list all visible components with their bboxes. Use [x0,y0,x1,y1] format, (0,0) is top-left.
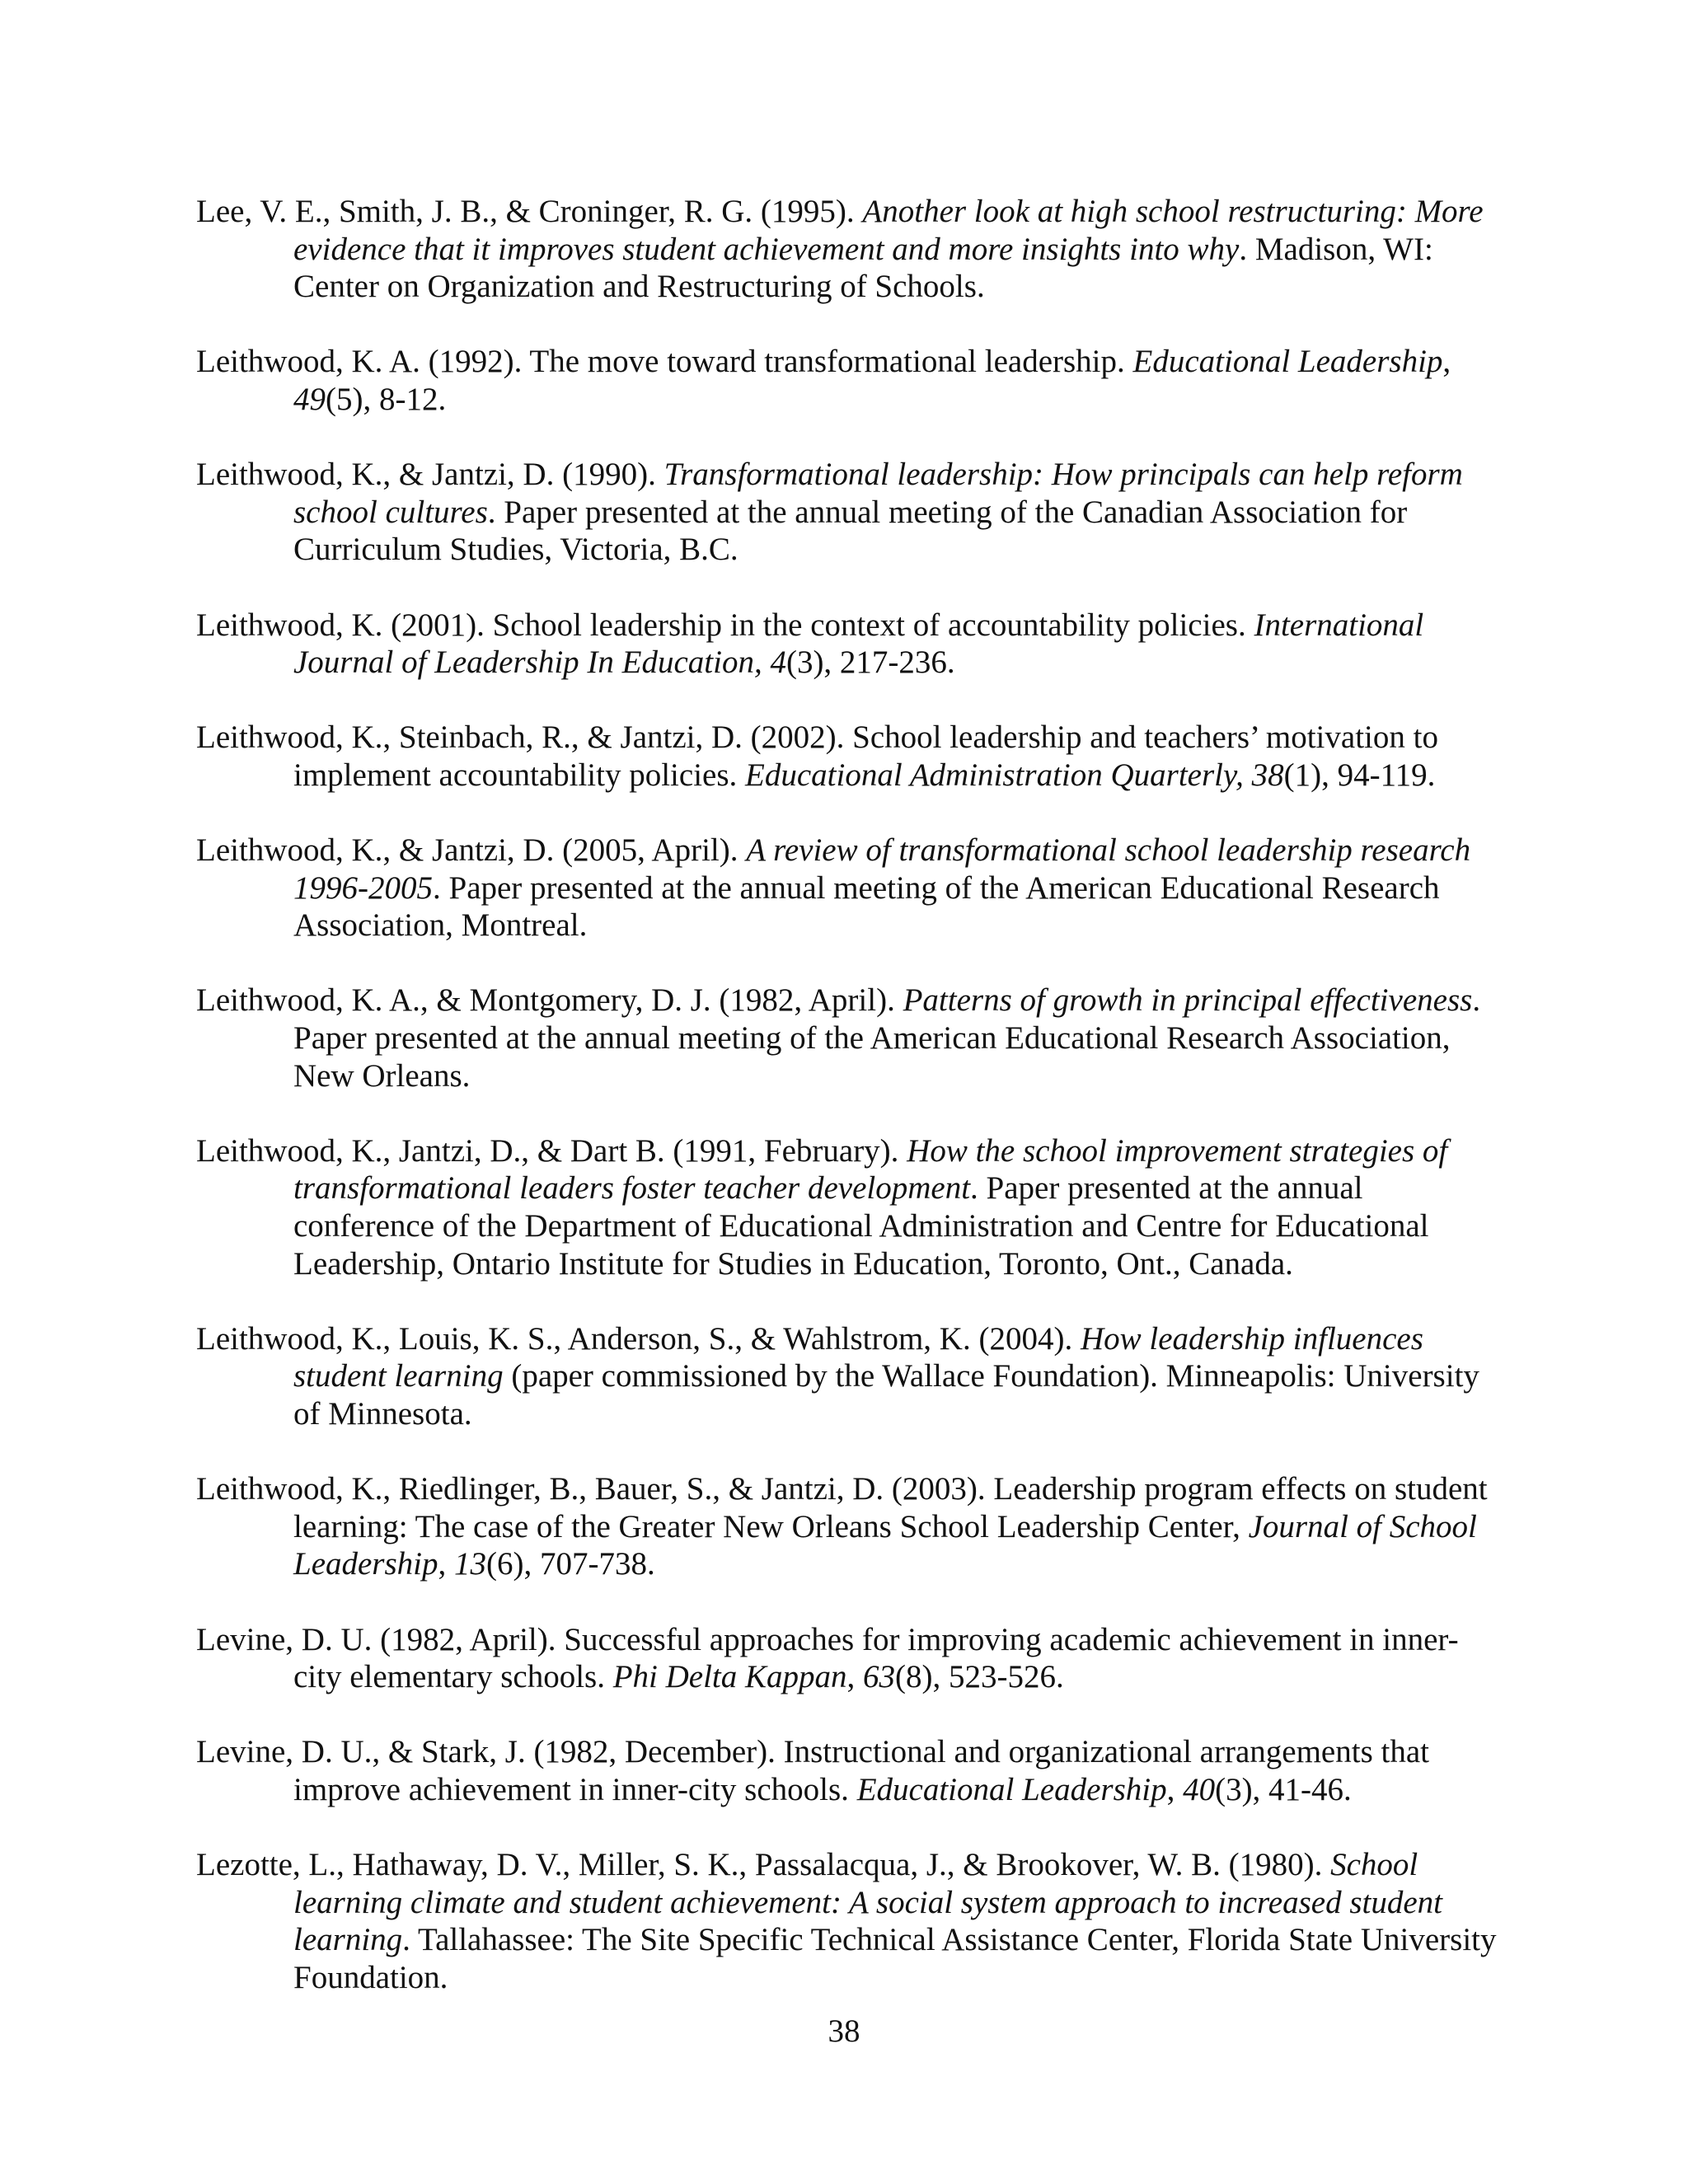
reference-text: Leithwood, K. (2001). School leadership in the context of accountability policies. [196,607,1254,643]
reference-text: . Tallahassee: The Site Specific Technical Assistance Center, Florida State University Foundation. [293,1922,1497,1995]
reference-text: . Paper presented at the annual meeting of the Canadian Association for Curriculum Studies, Victoria, B.C. [293,494,1408,568]
reference-entry [196,1470,1507,1583]
reference-italic-text: How the school improvement strategies of transformational leaders foster teacher development [293,1132,1448,1207]
reference-text: . Madison, WI: Center on Organization and Restructuring of Schools. [293,231,1433,305]
reference-entry [196,607,1507,682]
reference-text: Leithwood, K. A., & Montgomery, D. J. (1982, April). [196,982,903,1019]
reference-italic-text: School learning climate and student achievement: A social system approach to increased student learning [293,1847,1442,1958]
reference-text: Leithwood, K., & Jantzi, D. (2005, April). [196,832,747,869]
reference-entry [196,1733,1507,1808]
reference-italic-text: How leadership influences student learning [293,1320,1423,1394]
reference-text: (5), 8-12. [326,381,447,417]
reference-entry [196,1846,1507,1996]
reference-italic-text: 63 [863,1659,896,1695]
reference-italic-text: Phi Delta Kappan [612,1659,847,1695]
reference-text: . Paper presented at the annual conference of the Department of Educational Administration and Centre for Educational Leadership, Ontario Institute for Studies in Education, Toronto, Ont., Canada. [293,1170,1429,1282]
reference-italic-text: Journal of School Leadership [293,1508,1477,1582]
reference-text: . Paper presented at the annual meeting of the American Educational Research Association, New Orleans. [293,982,1481,1094]
reference-italic-text: Educational Leadership [856,1771,1167,1807]
reference-text: Leithwood, K., & Jantzi, D. (1990). [196,457,664,493]
reference-list [196,193,1507,2034]
reference-italic-text: Educational Administration Quarterly, 38 [745,757,1284,793]
reference-text: (1), 94-119. [1283,757,1436,793]
reference-text: , [1166,1771,1184,1807]
reference-text: Levine, D. U., & Stark, J. (1982, December). Instructional and organizational arrangements that improve achievement in inner-city schools. [196,1734,1429,1807]
reference-text: Leithwood, K., Steinbach, R., & Jantzi, D. (2002). School leadership and teachers’ motivation to implement accountability policies. [196,719,1438,793]
reference-text: Lee, V. E., Smith, J. B., & Croninger, R. G. (1995). [196,194,863,229]
reference-entry [196,832,1507,944]
reference-entry [196,719,1507,794]
reference-italic-text: International Journal of Leadership In Education, 4 [293,607,1424,681]
reference-text: Leithwood, K., Jantzi, D., & Dart B. (1991, February). [196,1132,907,1169]
reference-text: (6), 707-738. [486,1546,655,1582]
reference-text: Leithwood, K. A. (1992). The move toward transformational leadership. [196,344,1133,380]
reference-italic-text: Transformational leadership: How principals can help reform school cultures [293,457,1463,530]
reference-italic-text: 13 [454,1546,486,1582]
reference-text: , [1442,344,1451,380]
reference-italic-text: Patterns of growth in principal effectiveness [903,982,1473,1019]
reference-text: (paper commissioned by the Wallace Foundation). Minneapolis: University of Minnesota. [293,1358,1479,1432]
reference-entry [196,456,1507,569]
reference-entry [196,982,1507,1094]
reference-entry [196,193,1507,306]
reference-text: Leithwood, K., Louis, K. S., Anderson, S., & Wahlstrom, K. (2004). [196,1320,1081,1357]
reference-entry [196,1621,1507,1696]
reference-text: (3), 217-236. [785,644,955,681]
reference-italic-text: 49 [293,381,326,417]
reference-text: Levine, D. U. (1982, April). Successful approaches for improving academic achievement in inner-city elementary schools. [196,1621,1459,1695]
reference-italic-text: A review of transformational school leadership research 1996-2005 [293,832,1471,906]
reference-text: , [846,1659,864,1695]
reference-entry [196,1132,1507,1282]
reference-text: . Paper presented at the annual meeting of the American Educational Research Association, Montreal. [293,869,1440,944]
reference-text: Leithwood, K., Riedlinger, B., Bauer, S., & Jantzi, D. (2003). Leadership program effects on student learning: The case of the Greater New Orleans School Leadership Center, [196,1471,1488,1544]
reference-entry [196,1320,1507,1433]
reference-italic-text: Educational Leadership [1132,344,1443,380]
reference-italic-text: 40 [1183,1771,1216,1807]
reference-italic-text: Another look at high school restructuring: More evidence that it improves student achievement and more insights into why [293,194,1484,267]
reference-text: , [438,1546,454,1582]
reference-text: (3), 41-46. [1215,1771,1352,1807]
page-number: 38 [828,2013,860,2049]
reference-text: (8), 523-526. [895,1659,1064,1695]
reference-text: Lezotte, L., Hathaway, D. V., Miller, S. K., Passalacqua, J., & Brookover, W. B. (1980). [196,1847,1331,1883]
reference-entry [196,343,1507,418]
